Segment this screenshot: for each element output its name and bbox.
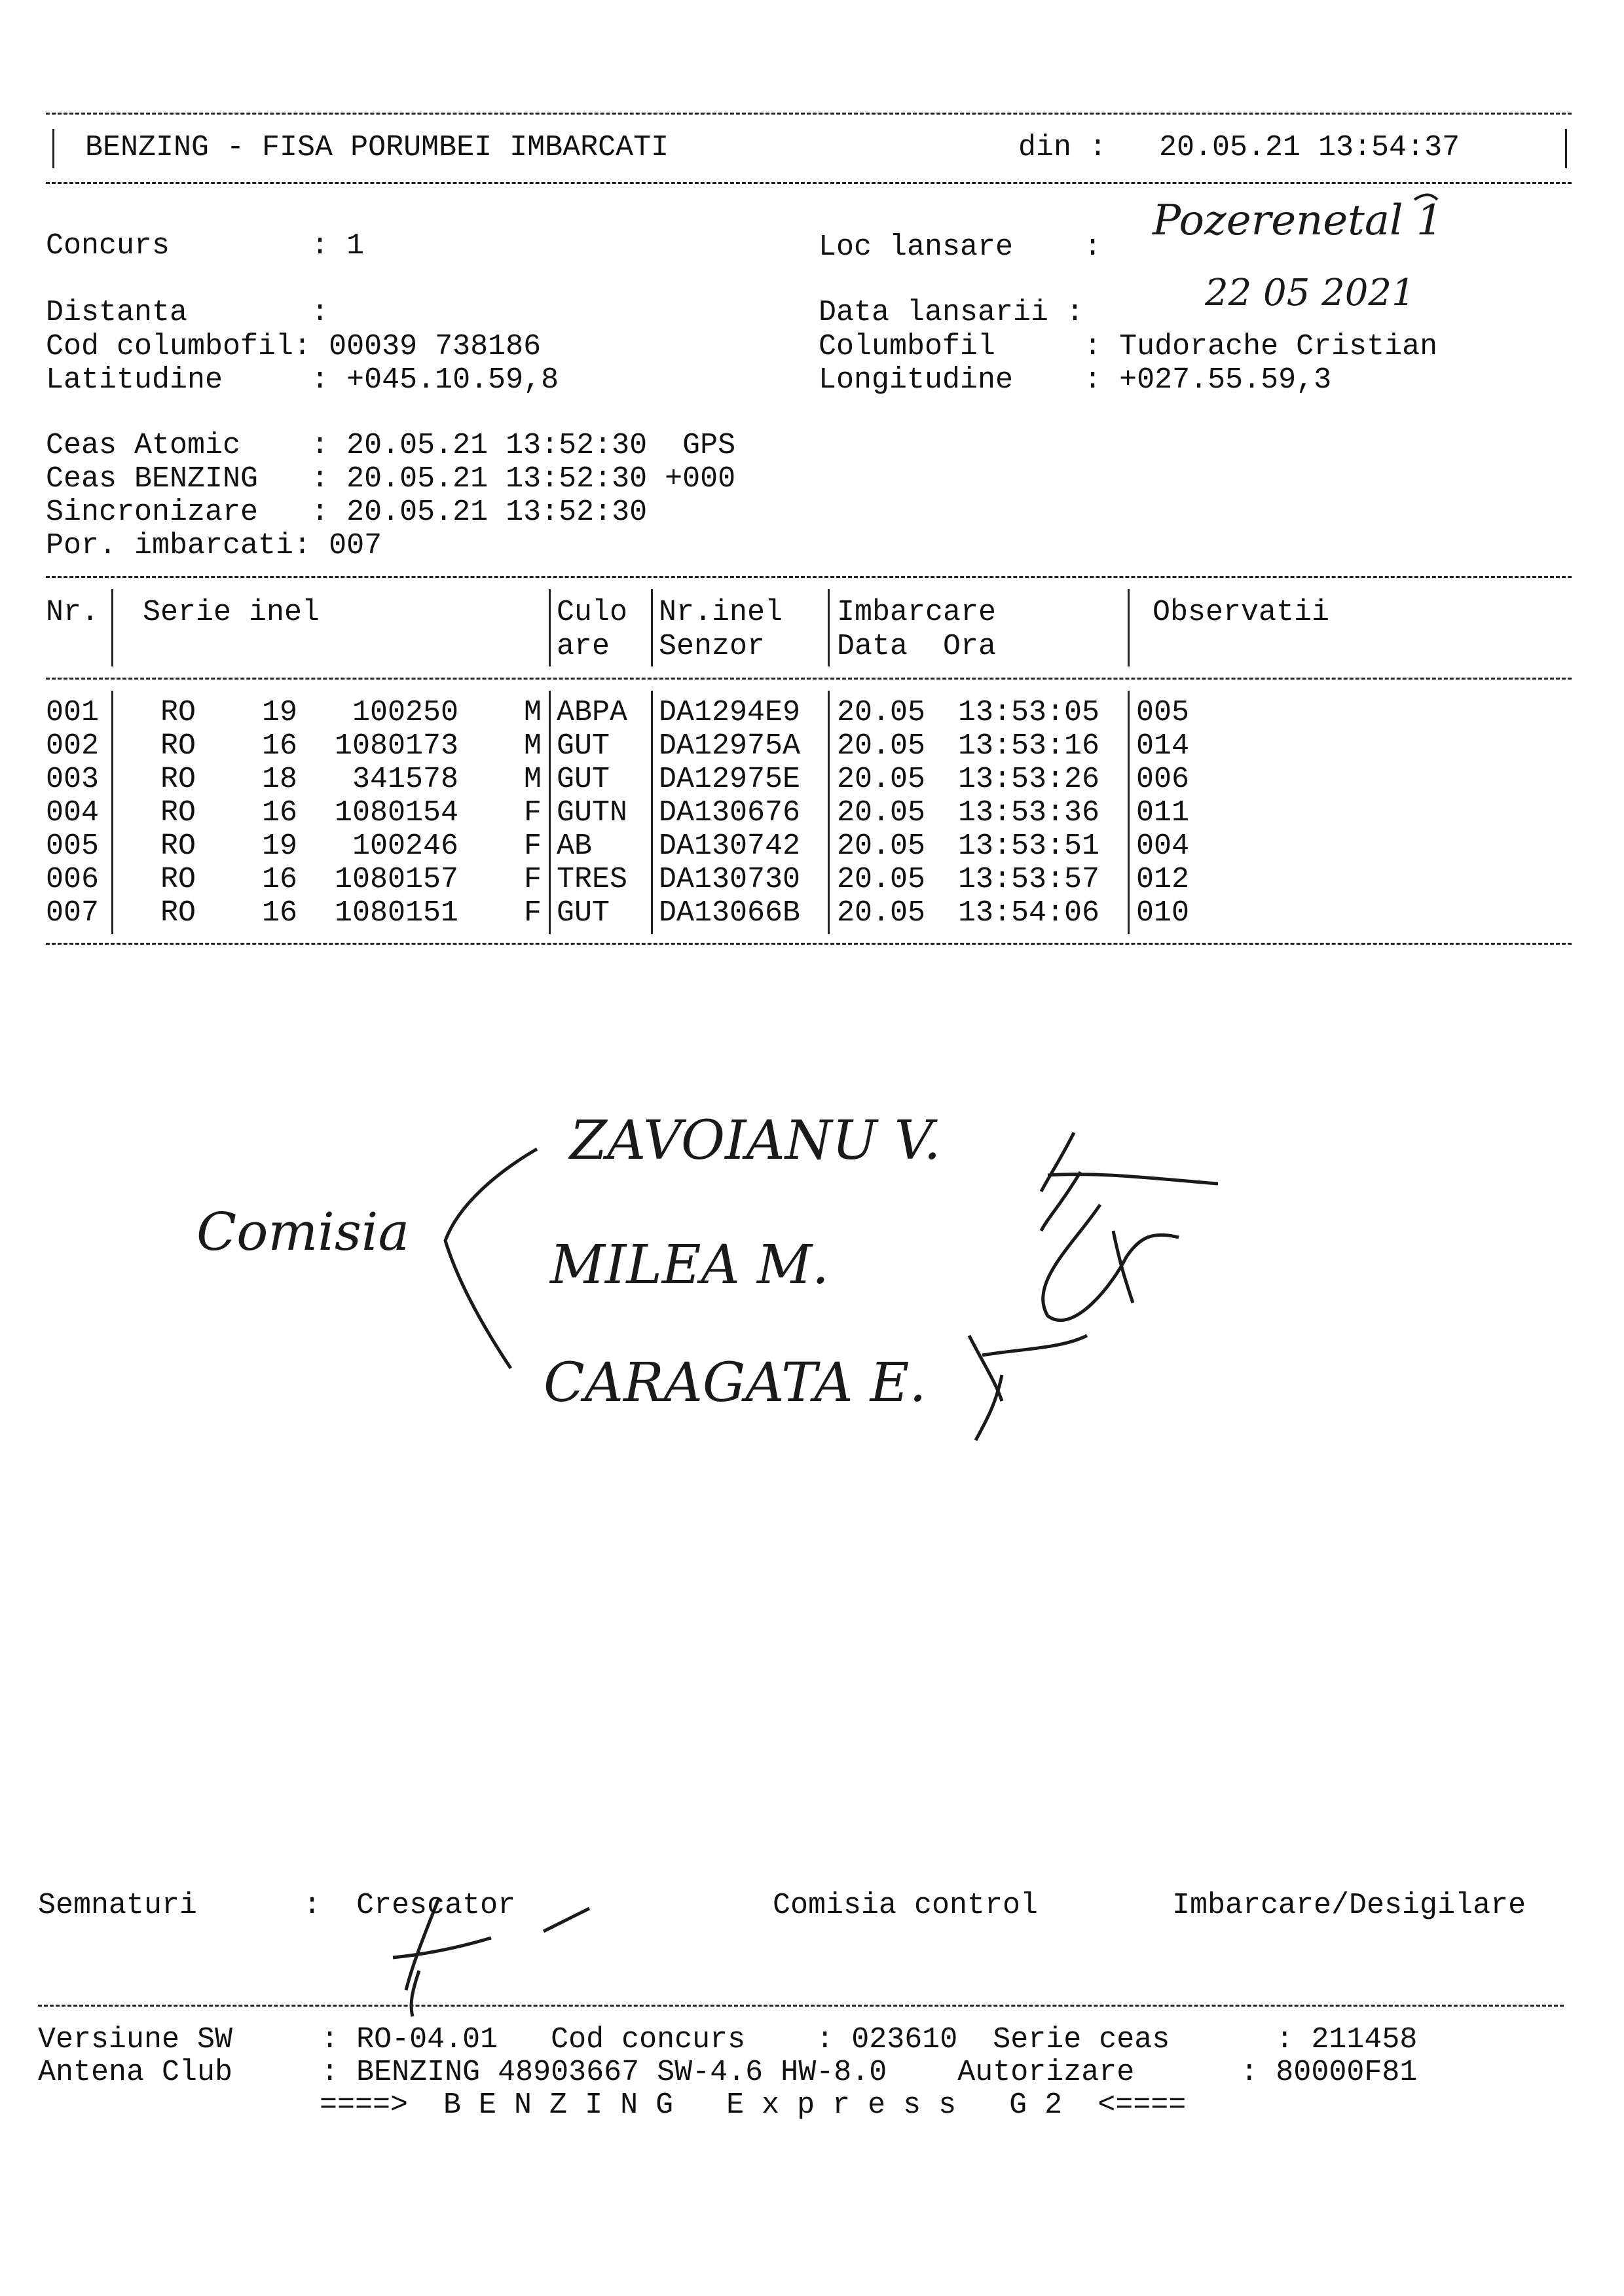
- cell-nr: 004: [46, 796, 100, 829]
- cell-senzor: DA13066B: [659, 896, 801, 930]
- cell-tara: RO: [160, 863, 196, 896]
- cell-an: 16: [262, 729, 298, 763]
- cell-culoare: GUT: [557, 896, 610, 930]
- cell-ora: 13:53:05: [958, 696, 1100, 729]
- cell-data: 20.05: [837, 829, 926, 863]
- col-header-culoare-2: are: [557, 630, 610, 663]
- cell-senzor: DA12975A: [659, 729, 801, 763]
- comisia-control-label: Comisia control: [773, 1889, 1039, 1922]
- cell-obs: 006: [1136, 763, 1190, 796]
- cell-sex: F: [524, 829, 542, 863]
- cell-tara: RO: [160, 729, 196, 763]
- cell-culoare: TRES: [557, 863, 628, 896]
- comisia-label: Comisia: [196, 1201, 410, 1262]
- cell-data: 20.05: [837, 763, 926, 796]
- cell-sex: F: [524, 896, 542, 930]
- loc-lansare-line: Loc lansare :: [819, 230, 1102, 264]
- cell-data: 20.05: [837, 696, 926, 729]
- cell-an: 18: [262, 763, 298, 796]
- latitudine-line: Latitudine : +045.10.59,8: [46, 363, 559, 397]
- comisia-member-3: CARAGATA E.: [544, 1352, 927, 1414]
- cell-serie: 100250: [352, 696, 458, 729]
- cell-obs: 010: [1136, 896, 1190, 930]
- cell-nr: 006: [46, 863, 100, 896]
- concurs-line: Concurs : 1: [46, 229, 365, 263]
- cell-an: 19: [262, 696, 298, 729]
- cell-culoare: GUT: [557, 729, 610, 763]
- cell-ora: 13:53:51: [958, 829, 1100, 863]
- cell-tara: RO: [160, 696, 196, 729]
- brace-mark: [445, 1149, 537, 1368]
- cell-obs: 005: [1136, 696, 1190, 729]
- cell-sex: F: [524, 863, 542, 896]
- ceas-benzing-line: Ceas BENZING : 20.05.21 13:52:30 +000: [46, 462, 736, 496]
- cell-tara: RO: [160, 796, 196, 829]
- signature-1: [1041, 1133, 1218, 1231]
- col-header-nrinel-1: Nr.inel: [659, 596, 783, 629]
- cell-serie: 1080154: [334, 796, 458, 829]
- cell-serie: 1080151: [334, 896, 458, 930]
- columbofil-line: Columbofil : Tudorache Cristian: [819, 330, 1438, 363]
- cell-culoare: GUTN: [557, 796, 628, 829]
- cell-culoare: ABPA: [557, 696, 628, 729]
- header-din-label: din :: [1018, 131, 1107, 164]
- cell-data: 20.05: [837, 729, 926, 763]
- cell-obs: 014: [1136, 729, 1190, 763]
- signature-3: [969, 1336, 1087, 1440]
- cell-obs: 011: [1136, 796, 1190, 829]
- cell-sex: M: [524, 696, 542, 729]
- col-header-observatii: Observatii: [1153, 596, 1330, 629]
- por-imbarcati-line: Por. imbarcati: 007: [46, 529, 382, 562]
- cell-sex: M: [524, 763, 542, 796]
- data-lansarii-line: Data lansarii :: [819, 296, 1084, 329]
- cell-nr: 003: [46, 763, 100, 796]
- cell-nr: 002: [46, 729, 100, 763]
- imbarcare-desigilare-label: Imbarcare/Desigilare: [1172, 1889, 1526, 1922]
- col-header-culoare-1: Culo: [557, 596, 628, 629]
- cell-data: 20.05: [837, 796, 926, 829]
- loc-lansare-handwritten: Pozerenetal 1: [1153, 196, 1443, 245]
- cell-senzor: DA1294E9: [659, 696, 801, 729]
- cell-ora: 13:53:36: [958, 796, 1100, 829]
- page-title: BENZING - FISA PORUMBEI IMBARCATI: [85, 131, 669, 164]
- ceas-atomic-line: Ceas Atomic : 20.05.21 13:52:30 GPS: [46, 429, 736, 462]
- benzing-express-banner: ====> B E N Z I N G E x p r e s s G 2 <====: [320, 2088, 1187, 2122]
- cell-sex: F: [524, 796, 542, 829]
- cell-tara: RO: [160, 829, 196, 863]
- cod-columbofil-line: Cod columbofil: 00039 738186: [46, 330, 542, 363]
- signature-2: [1043, 1205, 1179, 1321]
- cell-nr: 001: [46, 696, 100, 729]
- col-header-nr: Nr.: [46, 596, 100, 629]
- antena-club-line: Antena Club : BENZING 48903667 SW-4.6 HW-8.0 Autorizare : 80000F81: [38, 2056, 1418, 2089]
- comisia-member-1: ZAVOIANU V.: [570, 1110, 941, 1172]
- cell-senzor: DA12975E: [659, 763, 801, 796]
- cell-senzor: DA130730: [659, 863, 801, 896]
- semnaturi-line: Semnaturi : Crescator: [38, 1889, 516, 1922]
- cell-data: 20.05: [837, 896, 926, 930]
- cell-obs: 004: [1136, 829, 1190, 863]
- cell-ora: 13:54:06: [958, 896, 1100, 930]
- loc-lansare-accent: [1414, 195, 1437, 200]
- cell-serie: 341578: [352, 763, 458, 796]
- cell-serie: 1080173: [334, 729, 458, 763]
- col-header-serie: Serie inel: [143, 596, 320, 629]
- cell-serie: 100246: [352, 829, 458, 863]
- versiune-sw-line: Versiune SW : RO-04.01 Cod concurs : 023610 Serie ceas : 211458: [38, 2023, 1418, 2056]
- cell-an: 16: [262, 896, 298, 930]
- cell-culoare: GUT: [557, 763, 610, 796]
- distanta-line: Distanta :: [46, 296, 329, 329]
- col-header-nrinel-2: Senzor: [659, 630, 766, 663]
- data-lansarii-handwritten: 22 05 2021: [1205, 272, 1415, 314]
- sincronizare-line: Sincronizare : 20.05.21 13:52:30: [46, 496, 648, 529]
- cell-senzor: DA130742: [659, 829, 801, 863]
- col-header-imbarcare-2: Data Ora: [837, 630, 997, 663]
- cell-sex: M: [524, 729, 542, 763]
- cell-obs: 012: [1136, 863, 1190, 896]
- cell-senzor: DA130676: [659, 796, 801, 829]
- cell-tara: RO: [160, 763, 196, 796]
- header-din-value: 20.05.21 13:54:37: [1159, 131, 1460, 164]
- cell-culoare: AB: [557, 829, 593, 863]
- cell-ora: 13:53:26: [958, 763, 1100, 796]
- cell-an: 16: [262, 796, 298, 829]
- cell-tara: RO: [160, 896, 196, 930]
- cell-data: 20.05: [837, 863, 926, 896]
- comisia-member-2: MILEA M.: [550, 1234, 829, 1296]
- cell-nr: 007: [46, 896, 100, 930]
- cell-serie: 1080157: [334, 863, 458, 896]
- col-header-imbarcare-1: Imbarcare: [837, 596, 997, 629]
- longitudine-line: Longitudine : +027.55.59,3: [819, 363, 1332, 397]
- cell-ora: 13:53:16: [958, 729, 1100, 763]
- cell-an: 19: [262, 829, 298, 863]
- cell-nr: 005: [46, 829, 100, 863]
- footer-separator: [38, 2005, 1564, 2007]
- cell-ora: 13:53:57: [958, 863, 1100, 896]
- cell-an: 16: [262, 863, 298, 896]
